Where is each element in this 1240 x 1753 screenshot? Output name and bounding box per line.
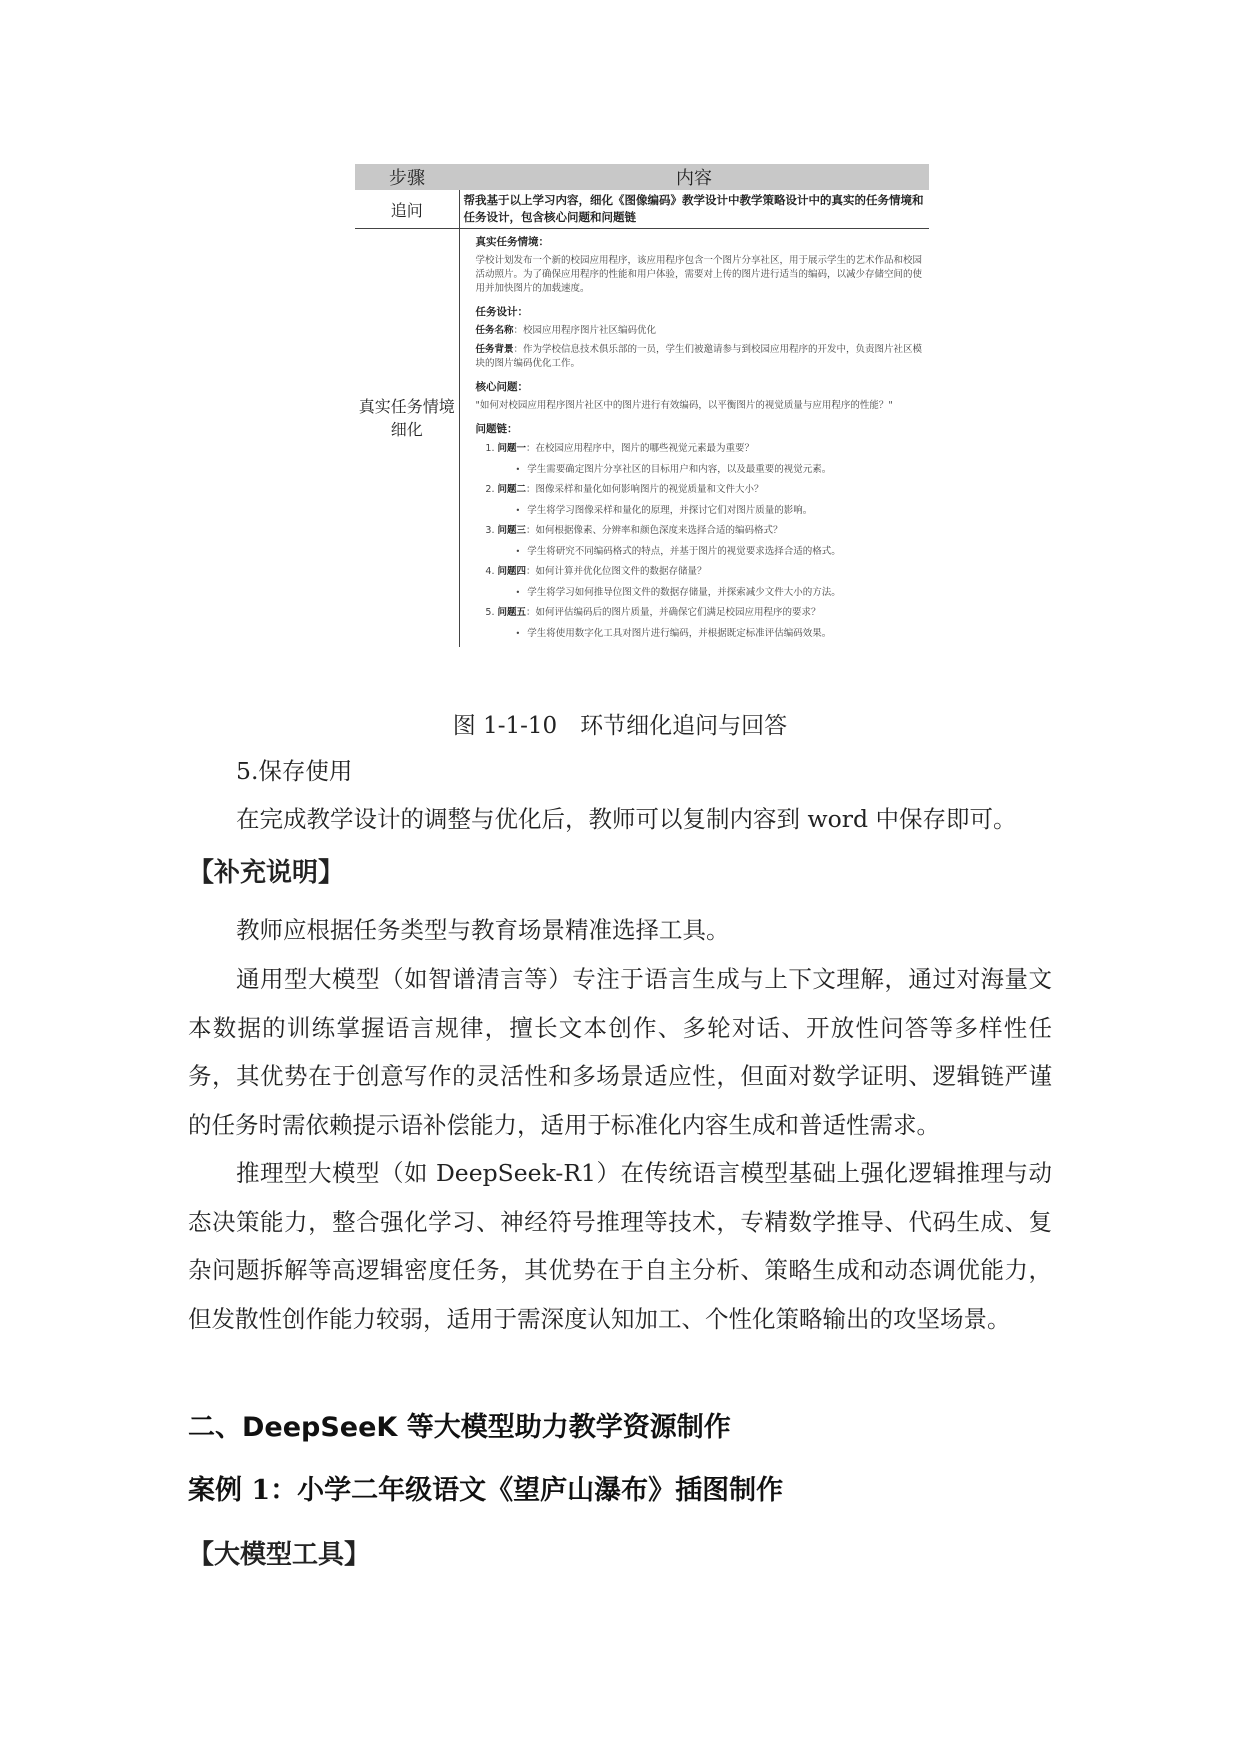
header-step: 步骤 xyxy=(355,164,459,190)
answer-heading-design: 任务设计： xyxy=(475,306,528,318)
task-bg-label: 任务背景 xyxy=(475,344,514,355)
row-step-task-refine: 真实任务情境细化 xyxy=(355,229,459,648)
step5-text: 在完成教学设计的调整与优化后，教师可以复制内容到 word 中保存即可。 xyxy=(236,805,1017,833)
figure-caption: 图 1-1-10 环节细化追问与回答 xyxy=(452,713,788,739)
supplement-paragraph-1: 教师应根据任务类型与教育场景精准选择工具。 xyxy=(236,916,730,944)
followup-text-b: ，包含 xyxy=(509,210,544,224)
answer-heading-chain: 问题链： xyxy=(475,423,518,435)
chain-answer: • 学生需要确定图片分享社区的目标用户和内容，以及最重要的视觉元素。 xyxy=(516,463,930,477)
task-name-label: 任务名称 xyxy=(475,325,514,336)
supplement-paragraph-3: 推理型大模型（如 DeepSeek-R1）在传统语言模型基础上强化逻辑推理与动态决策能力，整合强化学习、神经符号推理等技术，专精数学推导、代码生成、复杂问题拆解等高逻辑密度任务，其优势在于自主分析、策略生成和动态调优能力，但发散性创作能力较弱，适用于需深度认知加工、个性化策略输出的攻坚场景。 xyxy=(188,1159,1052,1333)
row-step-followup: 追问 xyxy=(355,190,459,229)
list-item xyxy=(498,524,930,559)
header-content: 内容 xyxy=(459,164,929,190)
chain-label: 问题一 xyxy=(497,443,527,454)
chain-question: ：如何评估编码后的图片质量，并确保它们满足校园应用程序的要求？ xyxy=(526,607,821,618)
supplement-heading: 【补充说明】 xyxy=(188,858,345,888)
step-content-table xyxy=(355,164,929,647)
question-chain-list xyxy=(476,442,930,641)
answer-heading-scenario: 真实任务情境： xyxy=(475,236,549,248)
chain-label: 问题四 xyxy=(497,566,527,577)
chain-answer: • 学生将研究不同编码格式的特点，并基于图片的视觉要求选择合适的格式。 xyxy=(516,545,930,559)
list-item xyxy=(498,606,930,641)
chain-question: ：在校园应用程序中，图片的哪些视觉元素最为重要？ xyxy=(526,443,755,454)
followup-text-a: 帮我基于以上学习内容，细化《图像编码》教学设计中教学策略设计中的真实的 xyxy=(463,193,866,207)
followup-question xyxy=(459,190,929,229)
chain-label: 问题五 xyxy=(497,607,527,618)
step5-title: 5.保存使用 xyxy=(236,757,353,785)
task-background-line xyxy=(476,343,930,371)
tool-heading: 【大模型工具】 xyxy=(188,1540,371,1570)
core-question: "如何对校园应用程序图片社区中的图片进行有效编码，以平衡图片的视觉质量与应用程序的性能？" xyxy=(475,400,893,411)
section-heading: 二、DeepSeeK 等大模型助力教学资源制作 xyxy=(188,1412,731,1443)
chain-answer: • 学生将学习如何推导位图文件的数据存储量，并探索减少文件大小的方法。 xyxy=(516,586,930,600)
list-item xyxy=(498,483,930,518)
supplement-paragraph-2: 通用型大模型（如智谱清言等）专注于语言生成与上下文理解，通过对海量文本数据的训练掌握语言规律，擅长文本创作、多轮对话、开放性问答等多样性任务，其优势在于创意写作的灵活性和多场景适应性，但面对数学证明、逻辑链严谨的任务时需依赖提示语补偿能力，适用于标准化内容生成和普适性需求。 xyxy=(188,965,1052,1139)
chain-question: ：图像采样和量化如何影响图片的视觉质量和文件大小？ xyxy=(526,484,764,495)
chain-label: 问题二 xyxy=(497,484,527,495)
answer-heading-core: 核心问题： xyxy=(475,381,528,393)
chain-question: ：如何计算并优化位图文件的数据存储量？ xyxy=(526,566,707,577)
list-item xyxy=(498,442,930,477)
task-name-value: ：校园应用程序图片社区编码优化 xyxy=(513,325,657,336)
task-name-line xyxy=(476,324,930,338)
case-heading: 案例 1：小学二年级语文《望庐山瀑布》插图制作 xyxy=(188,1475,784,1506)
chain-answer: • 学生将学习图像采样和量化的原理，并探讨它们对图片质量的影响。 xyxy=(516,504,930,518)
task-bg-value: ：作为学校信息技术俱乐部的一员，学生们被邀请参与到校园应用程序的开发中，负责图片社区模块的图片编码优化工作。 xyxy=(475,344,923,369)
chain-answer: • 学生将使用数字化工具对图片进行编码，并根据既定标准评估编码效果。 xyxy=(516,627,930,641)
answer-scenario-text: 学校计划发布一个新的校园应用程序，该应用程序包含一个图片分享社区，用于展示学生的艺术作品和校园活动照片。为了确保应用程序的性能和用户体验，需要对上传的图片进行适当的编码，以减少存储空间的使用并加快图片的加载速度。 xyxy=(475,255,923,294)
figure-table-image xyxy=(355,164,929,647)
followup-bold-b: 核心问题和问题链 xyxy=(544,210,636,224)
chain-label: 问题三 xyxy=(497,525,527,536)
answer-cell xyxy=(459,229,929,648)
list-item xyxy=(498,565,930,600)
chain-question: ：如何根据像素、分辨率和颜色深度来选择合适的编码格式？ xyxy=(526,525,783,536)
followup-bold-a: 任务情境和任务设计 xyxy=(463,193,924,224)
